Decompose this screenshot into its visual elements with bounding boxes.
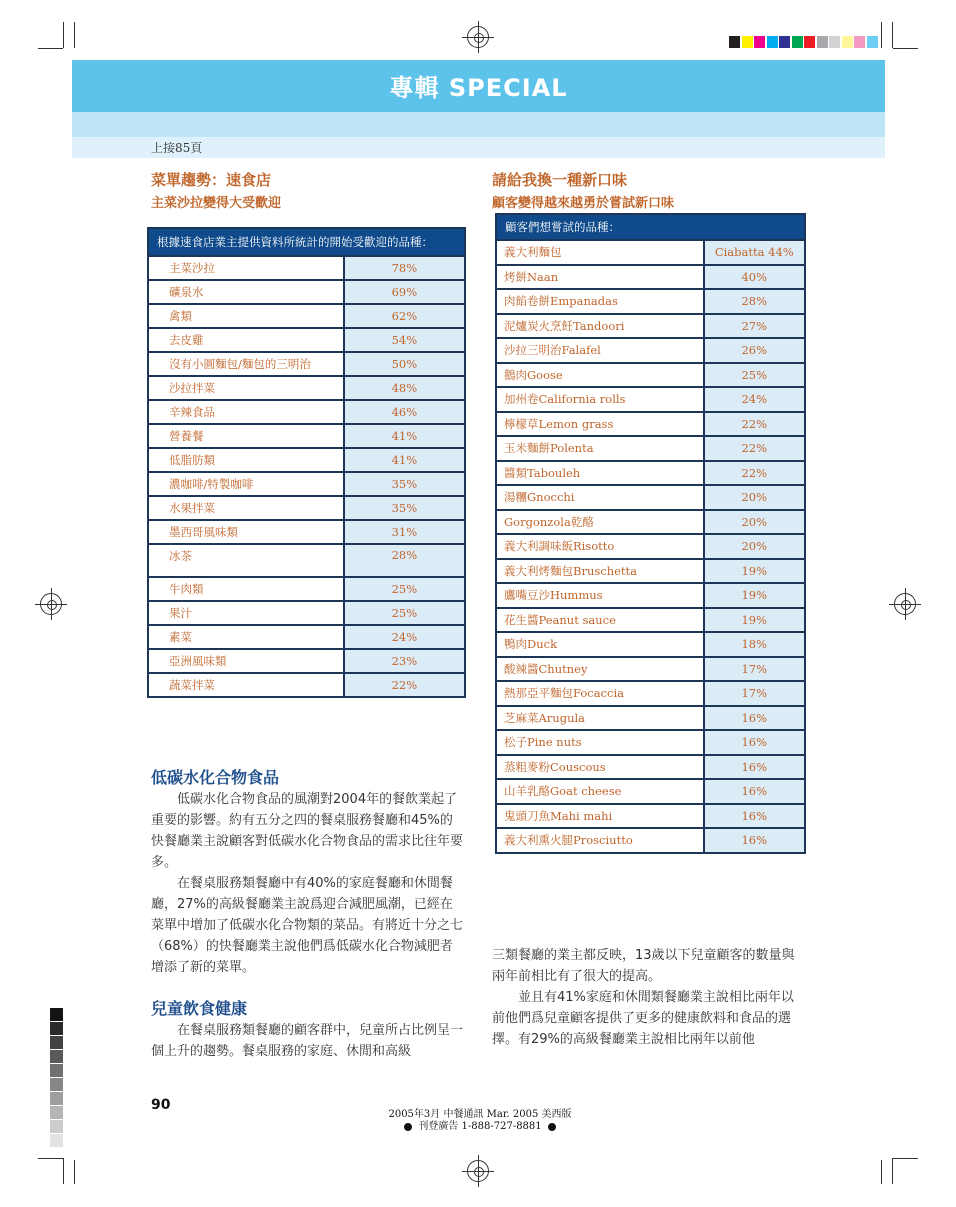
table-row	[496, 828, 805, 853]
lowcarb-paragraph-2: 在餐桌服務類餐廳中有40%的家庭餐廳和休閒餐廳，27%的高級餐廳業主說爲迎合減肥風潮，已經在菜單中增加了低碳水化合物類的菜品。有將近十分之七（68%）的快餐廳業主說他們爲低碳水化合物減肥者增添了新的菜單。	[151, 876, 464, 975]
gray-step	[50, 1036, 63, 1049]
table-row	[148, 472, 465, 496]
percent-cell: 22%	[704, 412, 805, 437]
item-name-cell: 烤餅Naan	[496, 265, 704, 290]
lowcarb-body	[151, 789, 465, 978]
percent-cell: 35%	[344, 496, 465, 520]
percent-cell: 16%	[704, 706, 805, 731]
crop-mark	[74, 22, 75, 48]
item-name-cell: 熱那亞平麵包Focaccia	[496, 681, 704, 706]
percent-cell: 16%	[704, 828, 805, 853]
gray-step	[50, 1134, 63, 1147]
table-row	[148, 424, 465, 448]
item-name-cell: 湯糰Gnocchi	[496, 485, 704, 510]
crop-mark	[892, 22, 893, 48]
table-row	[148, 673, 465, 697]
item-name-cell: 鬼頭刀魚Mahi mahi	[496, 804, 704, 829]
right-body	[492, 945, 806, 1050]
item-name-cell: 營養餐	[148, 424, 344, 448]
item-name-cell: 低脂肪類	[148, 448, 344, 472]
item-name-cell: 加州卷California rolls	[496, 387, 704, 412]
footer-ad-text: 刊登廣告 1-888-727-8881	[418, 1121, 542, 1132]
percent-cell: 20%	[704, 510, 805, 535]
item-name-cell: 禽類	[148, 304, 344, 328]
percent-cell: 46%	[344, 400, 465, 424]
table-header: 根據速食店業主提供資料所統計的開始受歡迎的品種：	[148, 228, 465, 256]
gray-step	[50, 1050, 63, 1063]
percent-cell: 31%	[344, 520, 465, 544]
percent-cell: 78%	[344, 256, 465, 280]
table-row	[496, 289, 805, 314]
table-row	[496, 485, 805, 510]
crop-mark	[38, 1158, 63, 1159]
percent-cell: 22%	[704, 461, 805, 486]
gray-step	[50, 1008, 63, 1021]
percent-cell: 48%	[344, 376, 465, 400]
item-name-cell: Gorgonzola乾酪	[496, 510, 704, 535]
percent-cell: 19%	[704, 583, 805, 608]
table-row	[148, 601, 465, 625]
item-name-cell: 去皮雞	[148, 328, 344, 352]
gray-step	[50, 1120, 63, 1133]
footer-issue-line: 2005年3月 中餐通訊 Mar. 2005 美西版	[388, 1109, 572, 1120]
percent-cell: 23%	[344, 649, 465, 673]
item-name-cell: 水果拌菜	[148, 496, 344, 520]
banner-title: 專輯 SPECIAL	[389, 74, 568, 102]
page-number: 90	[151, 1097, 171, 1113]
left-section-title: 菜單趨勢：速食店	[151, 171, 272, 189]
percent-cell: 41%	[344, 448, 465, 472]
table-row	[496, 779, 805, 804]
table-row	[148, 256, 465, 280]
item-name-cell: 義大利熏火腿Prosciutto	[496, 828, 704, 853]
item-name-cell: 果汁	[148, 601, 344, 625]
item-name-cell: 礦泉水	[148, 280, 344, 304]
color-swatch	[842, 36, 853, 48]
item-name-cell: 亞洲風味類	[148, 649, 344, 673]
table-row	[496, 338, 805, 363]
percent-cell: 16%	[704, 755, 805, 780]
crop-mark	[63, 1158, 64, 1184]
gray-step	[50, 1078, 63, 1091]
left-section-subtitle: 主菜沙拉變得大受歡迎	[151, 196, 282, 211]
item-name-cell: 醬類Tabouleh	[496, 461, 704, 486]
crop-mark	[881, 22, 882, 48]
item-name-cell: 玉米麵餅Polenta	[496, 436, 704, 461]
percent-cell: 22%	[344, 673, 465, 697]
header-banner	[72, 60, 885, 112]
table-row	[148, 649, 465, 673]
table-header: 顧客們想嘗試的品種：	[496, 214, 805, 240]
item-name-cell: 沙拉拌菜	[148, 376, 344, 400]
percent-cell: 20%	[704, 534, 805, 559]
table-row	[148, 376, 465, 400]
registration-mark-left	[40, 593, 62, 615]
percent-cell: 54%	[344, 328, 465, 352]
table-row	[496, 387, 805, 412]
percent-cell: 18%	[704, 632, 805, 657]
lowcarb-paragraph-1: 低碳水化合物食品的風潮對2004年的餐飲業起了重要的影響。約有五分之四的餐桌服務餐廳和45%的快餐廳業主說顧客對低碳水化合物食品的需求比往年要多。	[151, 792, 464, 870]
color-swatch	[729, 36, 740, 48]
item-name-cell: 山羊乳酪Goat cheese	[496, 779, 704, 804]
table-row	[148, 496, 465, 520]
continued-from-label: 上接85頁	[151, 141, 203, 155]
table-row	[496, 510, 805, 535]
table-row	[496, 804, 805, 829]
percent-cell: 22%	[704, 436, 805, 461]
registration-mark-right	[894, 593, 916, 615]
registration-mark-bottom	[467, 1160, 489, 1182]
item-name-cell: 沙拉三明治Falafel	[496, 338, 704, 363]
trial-items-table	[495, 213, 806, 854]
percent-cell: 16%	[704, 730, 805, 755]
item-name-cell: 主菜沙拉	[148, 256, 344, 280]
percent-cell: 17%	[704, 681, 805, 706]
item-name-cell: 酸辣醬Chutney	[496, 657, 704, 682]
item-name-cell: 蔬菜拌菜	[148, 673, 344, 697]
table-row	[496, 461, 805, 486]
percent-cell: 25%	[344, 601, 465, 625]
table-row	[496, 632, 805, 657]
table-row	[496, 240, 805, 265]
kids-paragraph-1: 在餐桌服務類餐廳的顧客群中，兒童所占比例呈一個上升的趨勢。餐桌服務的家庭、休閒和高級	[151, 1023, 464, 1059]
item-name-cell: 墨西哥風味類	[148, 520, 344, 544]
percent-cell: 16%	[704, 804, 805, 829]
percent-cell: 25%	[344, 577, 465, 601]
color-swatch	[779, 36, 790, 48]
table-row	[148, 280, 465, 304]
table-row	[148, 520, 465, 544]
percent-cell: 25%	[704, 363, 805, 388]
item-name-cell: 素菜	[148, 625, 344, 649]
right-section-title: 請給我換一種新口味	[492, 171, 628, 189]
percent-cell: 24%	[344, 625, 465, 649]
item-name-cell: 義大利烤麵包Bruschetta	[496, 559, 704, 584]
item-name-cell: 牛肉類	[148, 577, 344, 601]
item-name-cell: 沒有小圓麵包/麵包的三明治	[148, 352, 344, 376]
table-row	[148, 577, 465, 601]
crop-mark	[892, 1158, 893, 1184]
gray-step	[50, 1022, 63, 1035]
table-row	[496, 730, 805, 755]
color-swatch	[792, 36, 803, 48]
table-row	[496, 363, 805, 388]
percent-cell: 41%	[344, 424, 465, 448]
table-row	[496, 681, 805, 706]
table-row	[496, 608, 805, 633]
table-row	[496, 412, 805, 437]
table-row	[496, 534, 805, 559]
percent-cell: 50%	[344, 352, 465, 376]
kids-heading: 兒童飲食健康	[151, 999, 248, 1018]
item-name-cell: 蒸粗麥粉Couscous	[496, 755, 704, 780]
bullet-dot-icon	[548, 1123, 556, 1131]
item-name-cell: 泥爐炭火烹飪Tandoori	[496, 314, 704, 339]
percent-cell: 35%	[344, 472, 465, 496]
color-swatch	[867, 36, 878, 48]
crop-mark	[881, 1160, 882, 1184]
crop-mark	[893, 48, 918, 49]
item-name-cell: 冰茶	[148, 544, 344, 577]
table-row	[148, 352, 465, 376]
registration-mark-top	[467, 26, 489, 48]
color-swatch	[817, 36, 828, 48]
percent-cell: 28%	[704, 289, 805, 314]
table-row	[148, 448, 465, 472]
right-paragraph-1: 三類餐廳的業主都反映，13歲以下兒童顧客的數量與兩年前相比有了很大的提高。	[492, 948, 795, 984]
item-name-cell: 濃咖啡/特製咖啡	[148, 472, 344, 496]
table-row	[496, 706, 805, 731]
percent-cell: 24%	[704, 387, 805, 412]
footer-ad-line	[340, 1117, 620, 1132]
percent-cell: 62%	[344, 304, 465, 328]
percent-cell: 27%	[704, 314, 805, 339]
table-row	[148, 304, 465, 328]
table-row	[496, 265, 805, 290]
item-name-cell: 鷹嘴豆沙Hummus	[496, 583, 704, 608]
table-row	[148, 400, 465, 424]
table-row	[148, 544, 465, 577]
gray-step	[50, 1106, 63, 1119]
table-row	[496, 755, 805, 780]
right-section-subtitle: 顧客變得越來越勇於嘗試新口味	[492, 196, 675, 211]
lowcarb-heading: 低碳水化合物食品	[151, 768, 280, 787]
gray-step	[50, 1092, 63, 1105]
item-name-cell: 松子Pine nuts	[496, 730, 704, 755]
item-name-cell: 芝麻菜Arugula	[496, 706, 704, 731]
popular-items-table	[147, 227, 466, 698]
item-name-cell: 肉餡卷餅Empanadas	[496, 289, 704, 314]
percent-cell: 17%	[704, 657, 805, 682]
crop-mark	[38, 48, 63, 49]
table-row	[496, 559, 805, 584]
table-row	[148, 328, 465, 352]
crop-mark	[893, 1158, 918, 1159]
color-swatch	[804, 36, 815, 48]
table-row	[496, 583, 805, 608]
item-name-cell: 義大利調味飯Risotto	[496, 534, 704, 559]
kids-body	[151, 1020, 465, 1062]
item-name-cell: 義大利麵包	[496, 240, 704, 265]
table-row	[496, 436, 805, 461]
color-swatch	[754, 36, 765, 48]
percent-cell: Ciabatta 44%	[704, 240, 805, 265]
item-name-cell: 鵝肉Goose	[496, 363, 704, 388]
color-swatch	[767, 36, 778, 48]
table-row	[148, 625, 465, 649]
item-name-cell: 檸檬草Lemon grass	[496, 412, 704, 437]
percent-cell: 16%	[704, 779, 805, 804]
table-row	[496, 657, 805, 682]
percent-cell: 40%	[704, 265, 805, 290]
item-name-cell: 辛辣食品	[148, 400, 344, 424]
header-band	[72, 112, 885, 137]
color-swatch	[829, 36, 840, 48]
item-name-cell: 鴨肉Duck	[496, 632, 704, 657]
crop-mark	[63, 22, 64, 48]
percent-cell: 69%	[344, 280, 465, 304]
percent-cell: 19%	[704, 559, 805, 584]
percent-cell: 20%	[704, 485, 805, 510]
percent-cell: 19%	[704, 608, 805, 633]
crop-mark	[74, 1160, 75, 1184]
bullet-dot-icon	[404, 1123, 412, 1131]
color-swatch	[854, 36, 865, 48]
right-paragraph-2: 並且有41%家庭和休閒類餐廳業主說相比兩年以前他們爲兒童顧客提供了更多的健康飲料和食品的選擇。有29%的高級餐廳業主說相比兩年以前他	[492, 990, 794, 1047]
percent-cell: 28%	[344, 544, 465, 577]
gray-step	[50, 1064, 63, 1077]
percent-cell: 26%	[704, 338, 805, 363]
table-row	[496, 314, 805, 339]
color-swatch	[742, 36, 753, 48]
item-name-cell: 花生醬Peanut sauce	[496, 608, 704, 633]
